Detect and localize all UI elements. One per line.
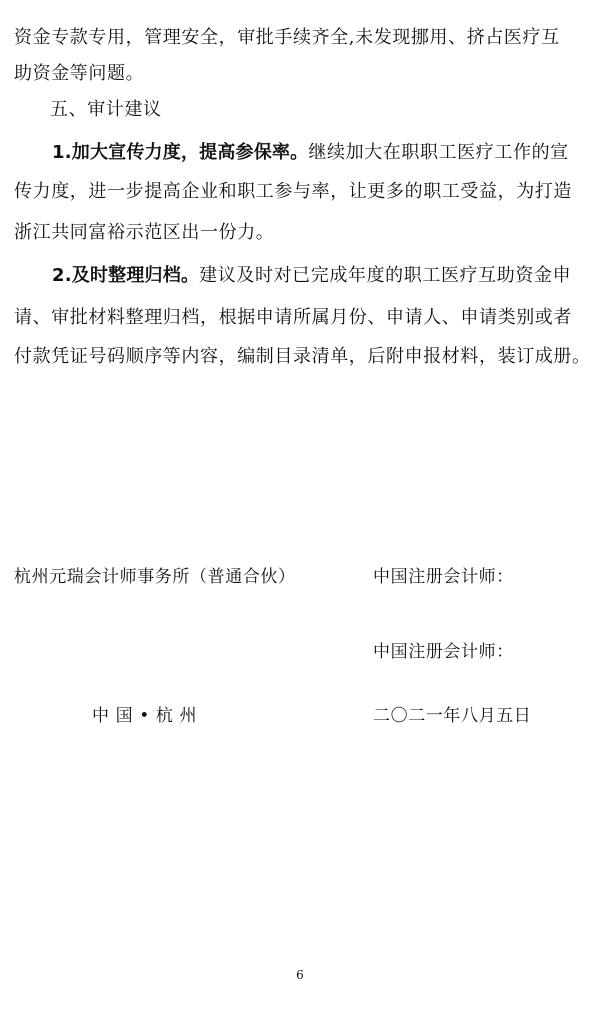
location: 中 国 • 杭 州 [92, 706, 198, 726]
item-1-title: 1.加大宣传力度，提高参保率。 [52, 142, 309, 163]
item-2-line: 请、审批材料整理归档，根据申请所属月份、申请人、申请类别或者 [14, 307, 572, 328]
item-2-text: 建议及时对已完成年度的职工医疗互助资金申 [199, 265, 572, 286]
report-date: 二〇二一年八月五日 [373, 706, 532, 726]
page-number: 6 [296, 968, 304, 982]
item-1-text: 继续加大在职职工医疗工作的宣 [308, 142, 569, 163]
firm-name: 杭州元瑞会计师事务所（普通合伙） [14, 567, 296, 587]
paragraph-line: 助资金等问题。 [14, 63, 145, 84]
section-heading: 五、审计建议 [50, 99, 162, 120]
item-2-line [52, 264, 571, 288]
item-1-line [52, 141, 569, 165]
cpa-signature-label-2: 中国注册会计师： [373, 642, 514, 662]
item-1-line: 浙江共同富裕示范区出一份力。 [14, 222, 275, 243]
item-1-line: 传力度，进一步提高企业和职工参与率，让更多的职工受益，为打造 [14, 181, 572, 202]
item-2-title: 2.及时整理归档。 [52, 265, 200, 286]
cpa-signature-label-1: 中国注册会计师： [373, 567, 514, 587]
item-2-line: 付款凭证号码顺序等内容，编制目录清单，后附申报材料，装订成册。 [14, 346, 591, 367]
paragraph-line: 资金专款专用，管理安全，审批手续齐全,未发现挪用、挤占医疗互 [14, 27, 560, 48]
